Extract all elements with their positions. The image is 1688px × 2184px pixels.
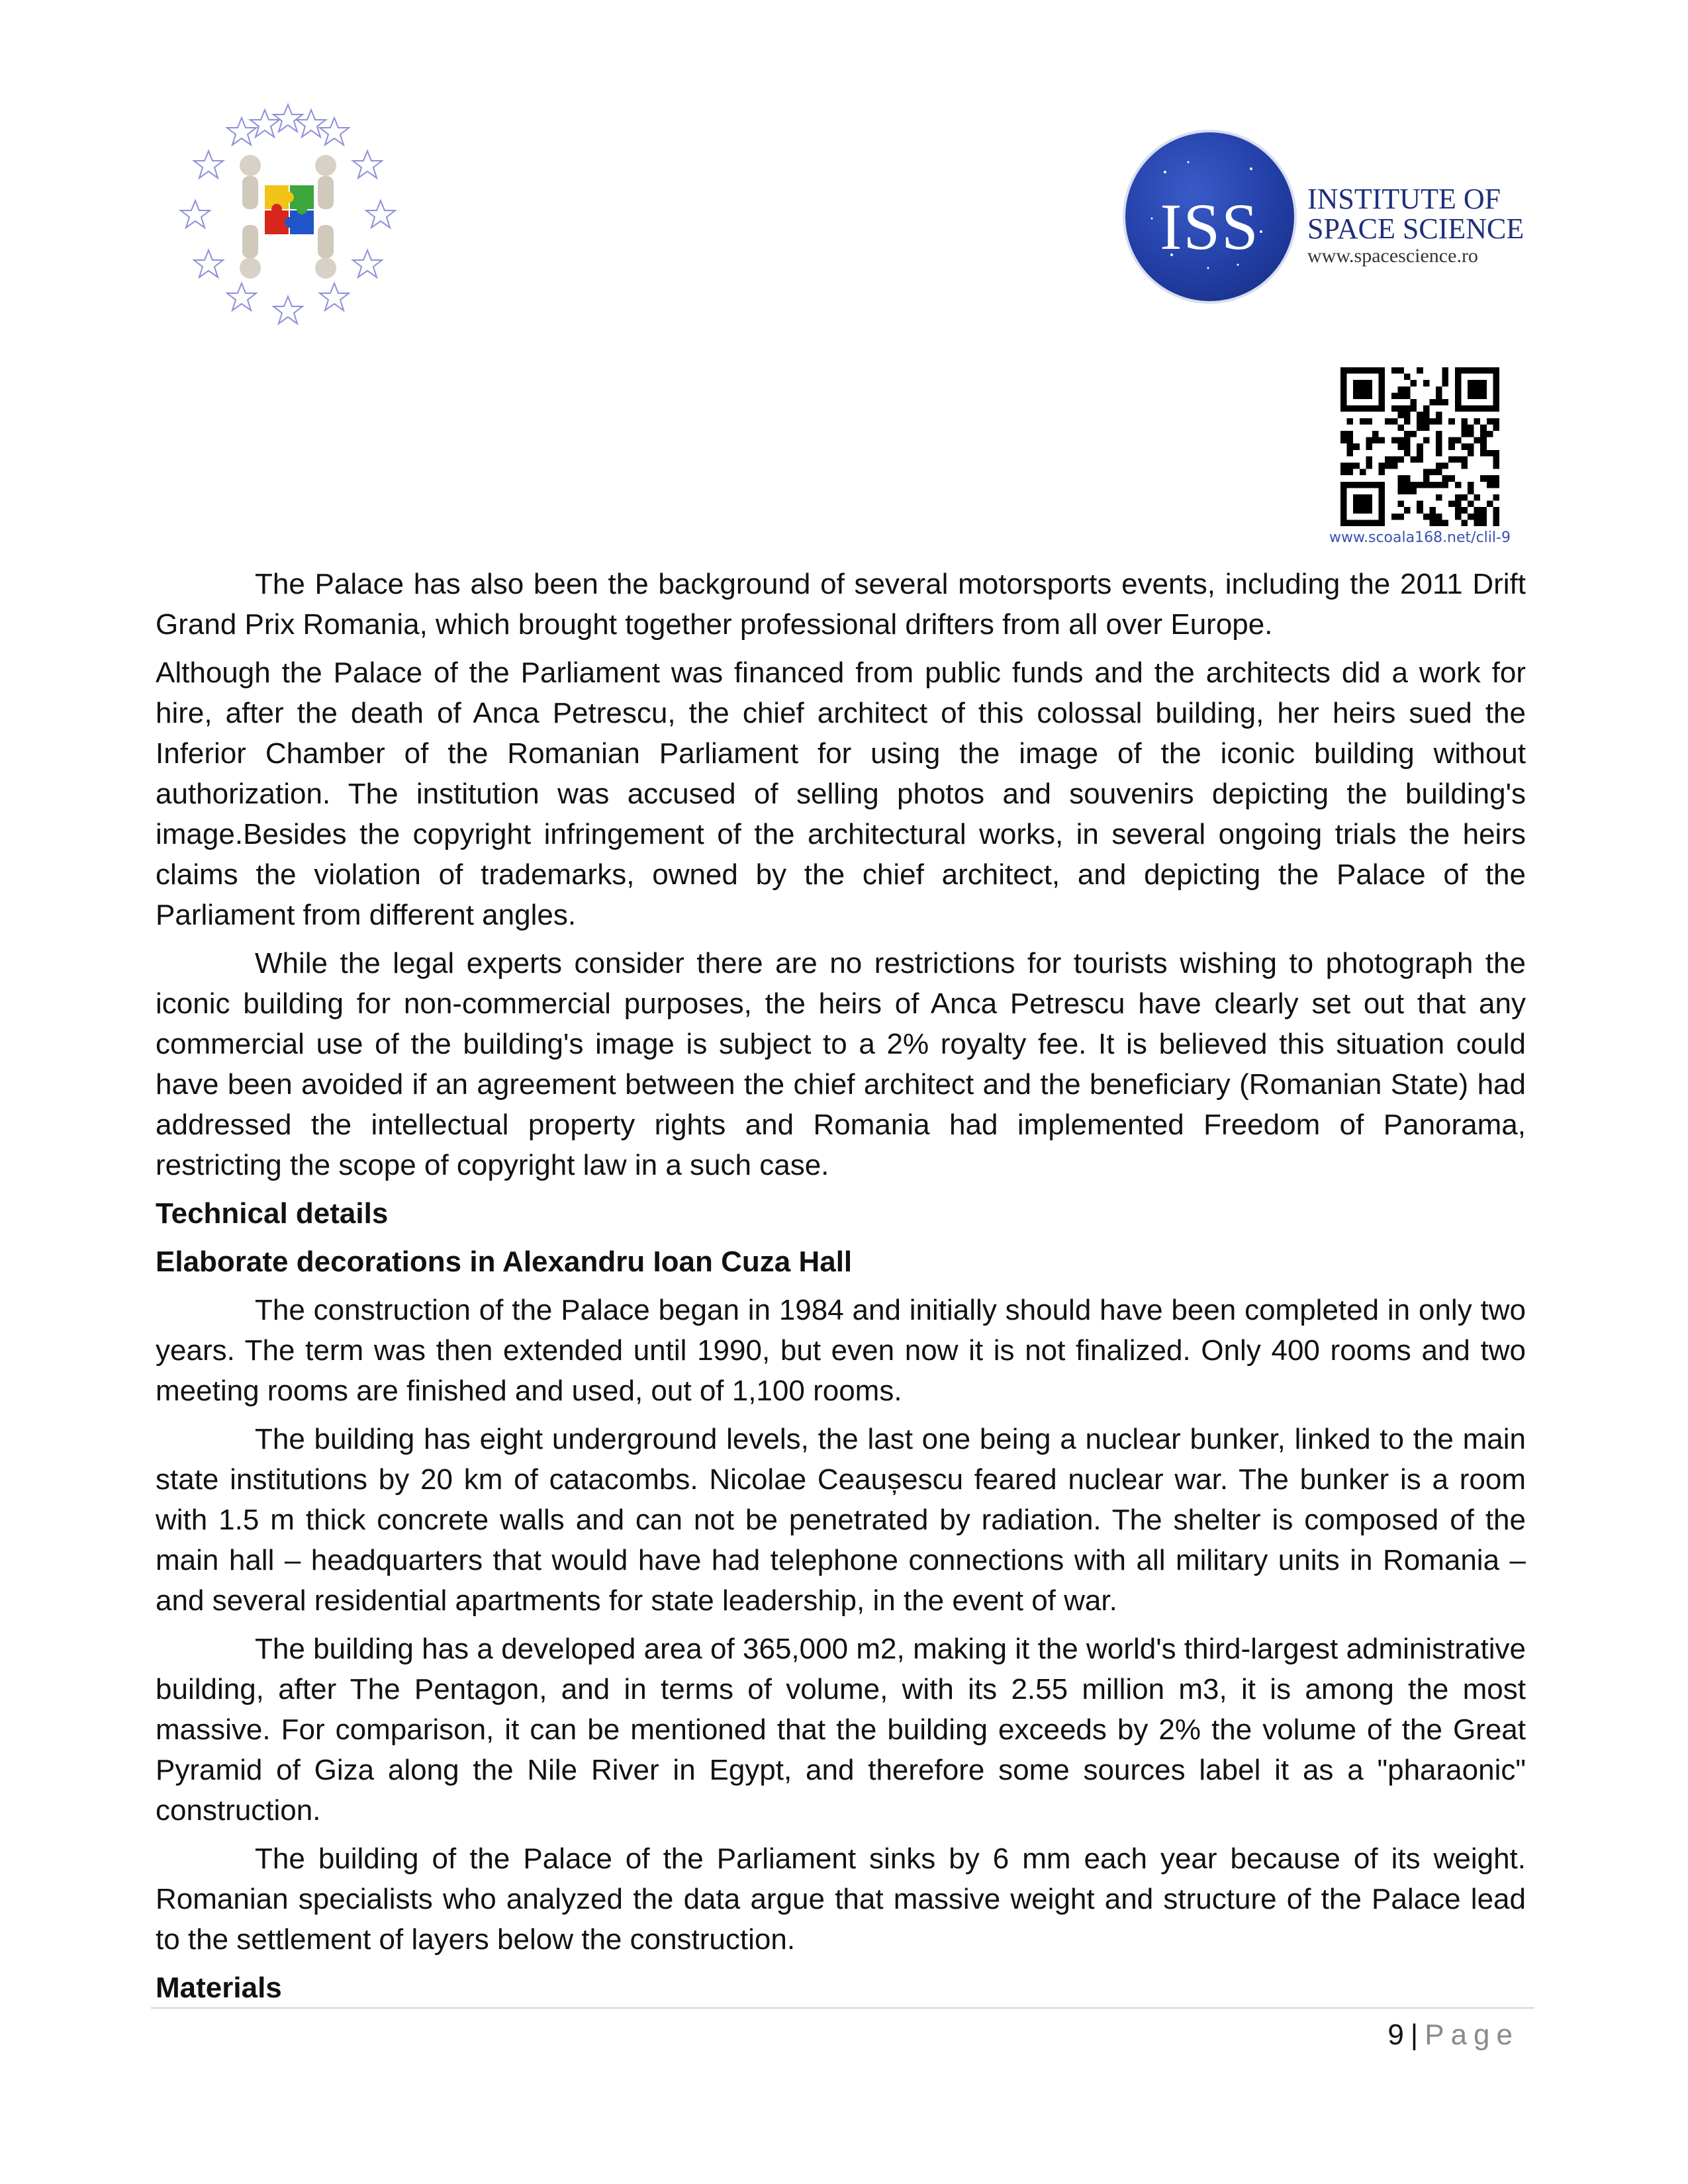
heading-decorations: Elaborate decorations in Alexandru Ioan Cuza Hall bbox=[156, 1246, 853, 1278]
project-logo-graphic bbox=[165, 93, 410, 338]
puzzle-pieces-icon bbox=[240, 155, 336, 279]
institute-logo bbox=[1125, 129, 1549, 308]
heading-materials: Materials bbox=[156, 1972, 282, 2004]
qr-caption[interactable]: www.scoala168.net/clil-9 bbox=[1329, 529, 1511, 546]
iss-name-line2: SPACE SCIENCE bbox=[1307, 212, 1524, 245]
footer-divider bbox=[151, 2007, 1534, 2009]
footer-separator: | bbox=[1410, 2019, 1419, 2051]
iss-emblem-icon bbox=[1125, 132, 1294, 301]
qr-code-icon[interactable] bbox=[1340, 367, 1499, 526]
page-number: 9 bbox=[1387, 2019, 1404, 2051]
document-body bbox=[156, 564, 1526, 2016]
project-logo bbox=[165, 93, 410, 338]
paragraph-underground: The building has eight underground levels, the last one being a nuclear bunker, linked to the main state institutions by 20 km of catacombs. Nicolae Ceaușescu feared nuclear war. The bunker is a room with 1.5 m thick concrete walls and can not be penetrated by radiation. The shelter is composed of the main hall – headquarters that would have had telephone connections with all military units in Romania – and several residential apartments for state leadership, in the event of war. bbox=[156, 1423, 1526, 1617]
paragraph-copyright: Although the Palace of the Parliament was financed from public funds and the architects did a work for hire, after the death of Anca Petrescu, the chief architect of this colossal building, her heirs sued the Inferior Chamber of the Romanian Parliament for using the image of the iconic building without authorization. The institution was accused of selling photos and souvenirs depicting the building's image.Besides the copyright infringement of the architectural works, in several ongoing trials the heirs claims the violation of trademarks, owned by the chief architect, and depicting the Palace of the Parliament from different angles. bbox=[156, 657, 1526, 931]
page-footer bbox=[1387, 2019, 1519, 2052]
paragraph-sinking: The building of the Palace of the Parliament sinks by 6 mm each year because of its weight. Romanian specialists who analyzed the data argue that massive weight and structure of the Palace lead to the settlement of layers below the construction. bbox=[156, 1843, 1526, 1956]
paragraph-area: The building has a developed area of 365,000 m2, making it the world's third-largest administrative building, after The Pentagon, and in terms of volume, with its 2.55 million m3, it is among the most massive. For comparison, it can be mentioned that the building exceeds by 2% the volume of the Great Pyramid of Giza along the Nile River in Egypt, and therefore some sources label it as a "pharaonic" construction. bbox=[156, 1633, 1526, 1827]
iss-name-line1: INSTITUTE OF bbox=[1307, 183, 1501, 215]
paragraph-construction: The construction of the Palace began in 1984 and initially should have been completed in only two years. The term was then extended until 1990, but even now it is not finalized. Only 400 rooms and two meeting rooms are finished and used, out of 1,100 rooms. bbox=[156, 1294, 1526, 1407]
heading-technical-details: Technical details bbox=[156, 1197, 389, 1230]
qr-code-block bbox=[1314, 367, 1526, 549]
iss-website: www.spacescience.ro bbox=[1307, 245, 1478, 267]
paragraph-motorsports: The Palace has also been the background of several motorsports events, including the 2011 Drift Grand Prix Romania, which brought together professional drifters from all over Europe. bbox=[156, 568, 1526, 641]
page-label: Page bbox=[1425, 2019, 1519, 2051]
iss-letters: ISS bbox=[1160, 190, 1260, 263]
paragraph-legal-experts: While the legal experts consider there are no restrictions for tourists wishing to photograph the iconic building for non-commercial purposes, the heirs of Anca Petrescu have clearly set out that any commercial use of the building's image is subject to a 2% royalty fee. It is believed this situation could have been avoided if an agreement between the chief architect and the beneficiary (Romanian State) had addressed the intellectual property rights and Romania had implemented Freedom of Panorama, restricting the scope of copyright law in a such case. bbox=[156, 947, 1526, 1181]
